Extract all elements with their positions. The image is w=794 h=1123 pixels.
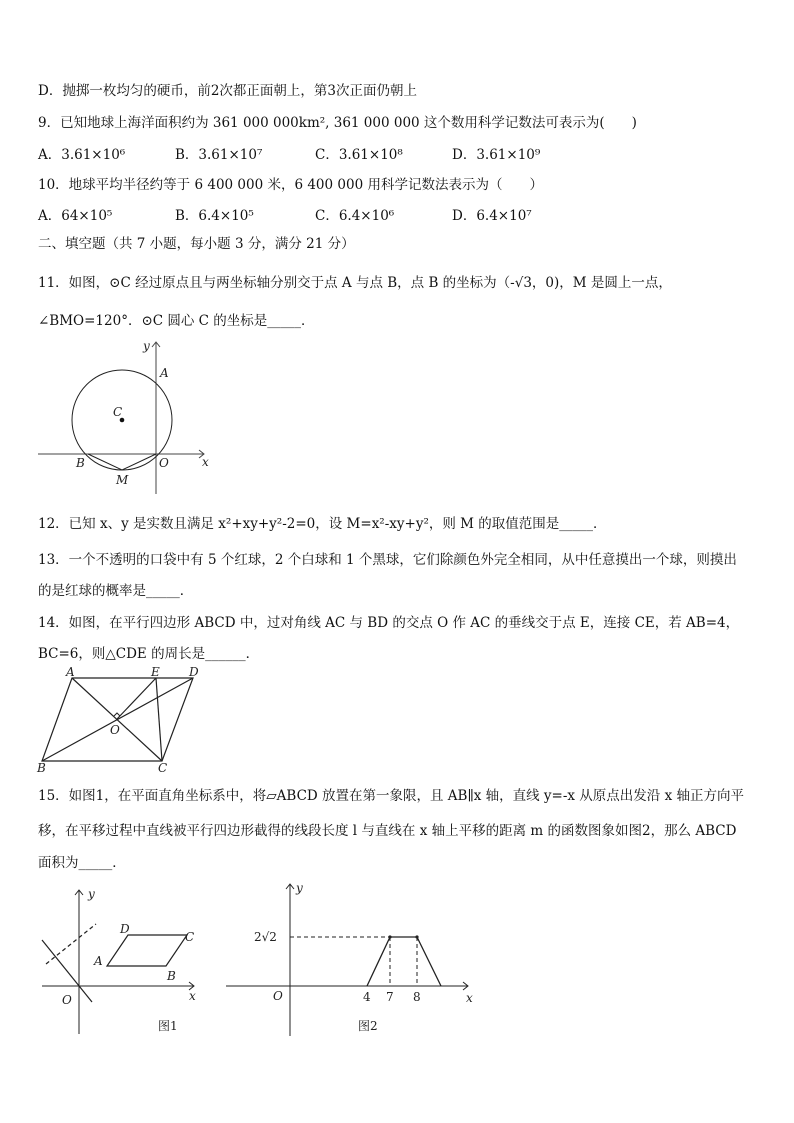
right-angle-mark bbox=[114, 713, 120, 716]
question-15-line2: 移，在平移过程中直线被平行四边形截得的线段长度 l 与直线在 x 轴上平移的距离 m 的函数图象如图2，那么 ABCD bbox=[38, 823, 737, 839]
label-o: O bbox=[110, 723, 120, 737]
perpendicular-oe bbox=[117, 678, 156, 719]
label-a: A bbox=[66, 665, 75, 679]
q9-option-a: A．3.61×10⁶ bbox=[38, 147, 126, 163]
label-a: A bbox=[94, 954, 103, 968]
label-x: x bbox=[466, 991, 473, 1005]
label-o: O bbox=[273, 989, 283, 1003]
q9-option-c: C．3.61×10⁸ bbox=[315, 147, 403, 163]
point-8 bbox=[415, 935, 418, 938]
label-c: C bbox=[158, 761, 168, 775]
question-9: 9．已知地球上海洋面积约为 361 000 000km², 361 000 000 这个数用科学记数法可表示为( ) bbox=[38, 115, 637, 131]
label-y: y bbox=[88, 887, 95, 901]
section-2-heading: 二、填空题（共 7 小题，每小题 3 分，满分 21 分） bbox=[38, 236, 355, 252]
q10-option-c: C．6.4×10⁶ bbox=[315, 208, 395, 224]
figure-q15-1 bbox=[34, 884, 204, 1040]
tick-7: 7 bbox=[386, 990, 394, 1004]
q10-option-a: A．64×10⁵ bbox=[38, 208, 113, 224]
label-b: B bbox=[167, 969, 176, 983]
label-d: D bbox=[120, 922, 130, 936]
point-7 bbox=[388, 935, 391, 938]
diagonal-bd bbox=[42, 678, 193, 761]
question-14-line1: 14．如图，在平行四边形 ABCD 中，过对角线 AC 与 BD 的交点 O 作 AC 的垂线交于点 E，连接 CE，若 AB=4， bbox=[38, 615, 740, 631]
q9-option-d: D．3.61×10⁹ bbox=[452, 147, 541, 163]
question-13-line2: 的是红球的概率是_____． bbox=[38, 583, 194, 599]
caption-figure-2: 图2 bbox=[358, 1019, 378, 1033]
label-x: x bbox=[202, 455, 209, 469]
question-11-line1: 11．如图，⊙C 经过原点且与两坐标轴分别交于点 A 与点 B，点 B 的坐标为（-√3，0)，M 是圆上一点， bbox=[38, 275, 672, 291]
question-14-line2: BC=6，则△CDE 的周长是______． bbox=[38, 646, 260, 662]
label-x: x bbox=[189, 989, 196, 1003]
question-10: 10．地球平均半径约等于 6 400 000 米，6 400 000 用科学记数法表示为（ ） bbox=[38, 177, 543, 193]
q8-option-d: D．抛掷一枚均匀的硬币，前2次都正面朝上，第3次正面仍朝上 bbox=[38, 83, 418, 99]
shifted-line-dashed bbox=[46, 924, 96, 964]
label-m: M bbox=[116, 473, 129, 487]
label-c: C bbox=[185, 930, 195, 944]
q10-option-b: B．6.4×10⁵ bbox=[175, 208, 254, 224]
figure-q14 bbox=[34, 664, 210, 776]
question-12: 12．已知 x、y 是实数且满足 x²+xy+y²-2=0，设 M=x²-xy+y²，则 M 的取值范围是_____． bbox=[38, 516, 607, 532]
label-2root2: 2√2 bbox=[254, 930, 277, 944]
label-o: O bbox=[159, 456, 169, 470]
question-15-line3: 面积为_____． bbox=[38, 855, 126, 871]
question-11-line2: ∠BMO=120°．⊙C 圆心 C 的坐标是_____． bbox=[38, 313, 315, 329]
tick-4: 4 bbox=[363, 990, 371, 1004]
figure-q15-2 bbox=[220, 880, 480, 1040]
question-13-line1: 13．一个不透明的口袋中有 5 个红球，2 个白球和 1 个黑球，它们除颜色外完全相同，从中任意摸出一个球，则摸出 bbox=[38, 552, 737, 568]
label-y: y bbox=[143, 339, 150, 353]
label-y: y bbox=[296, 881, 303, 895]
parallelogram-abcd bbox=[107, 935, 187, 966]
label-b: B bbox=[37, 761, 46, 775]
q10-option-d: D．6.4×10⁷ bbox=[452, 208, 532, 224]
label-e: E bbox=[151, 665, 160, 679]
label-d: D bbox=[189, 665, 199, 679]
label-a: A bbox=[160, 366, 169, 380]
chord-bmo bbox=[88, 454, 156, 470]
label-c: C bbox=[113, 405, 123, 419]
label-b: B bbox=[76, 456, 85, 470]
q9-option-b: B．3.61×10⁷ bbox=[175, 147, 263, 163]
segment-ce bbox=[156, 678, 162, 761]
question-15-line1: 15．如图1，在平面直角坐标系中，将▱ABCD 放置在第一象限，且 AB∥x 轴，直线 y=-x 从原点出发沿 x 轴正方向平 bbox=[38, 788, 745, 804]
function-graph bbox=[367, 937, 441, 986]
tick-8: 8 bbox=[413, 990, 421, 1004]
figure-q11 bbox=[36, 334, 216, 498]
caption-figure-1: 图1 bbox=[158, 1019, 178, 1033]
label-o: O bbox=[62, 993, 72, 1007]
